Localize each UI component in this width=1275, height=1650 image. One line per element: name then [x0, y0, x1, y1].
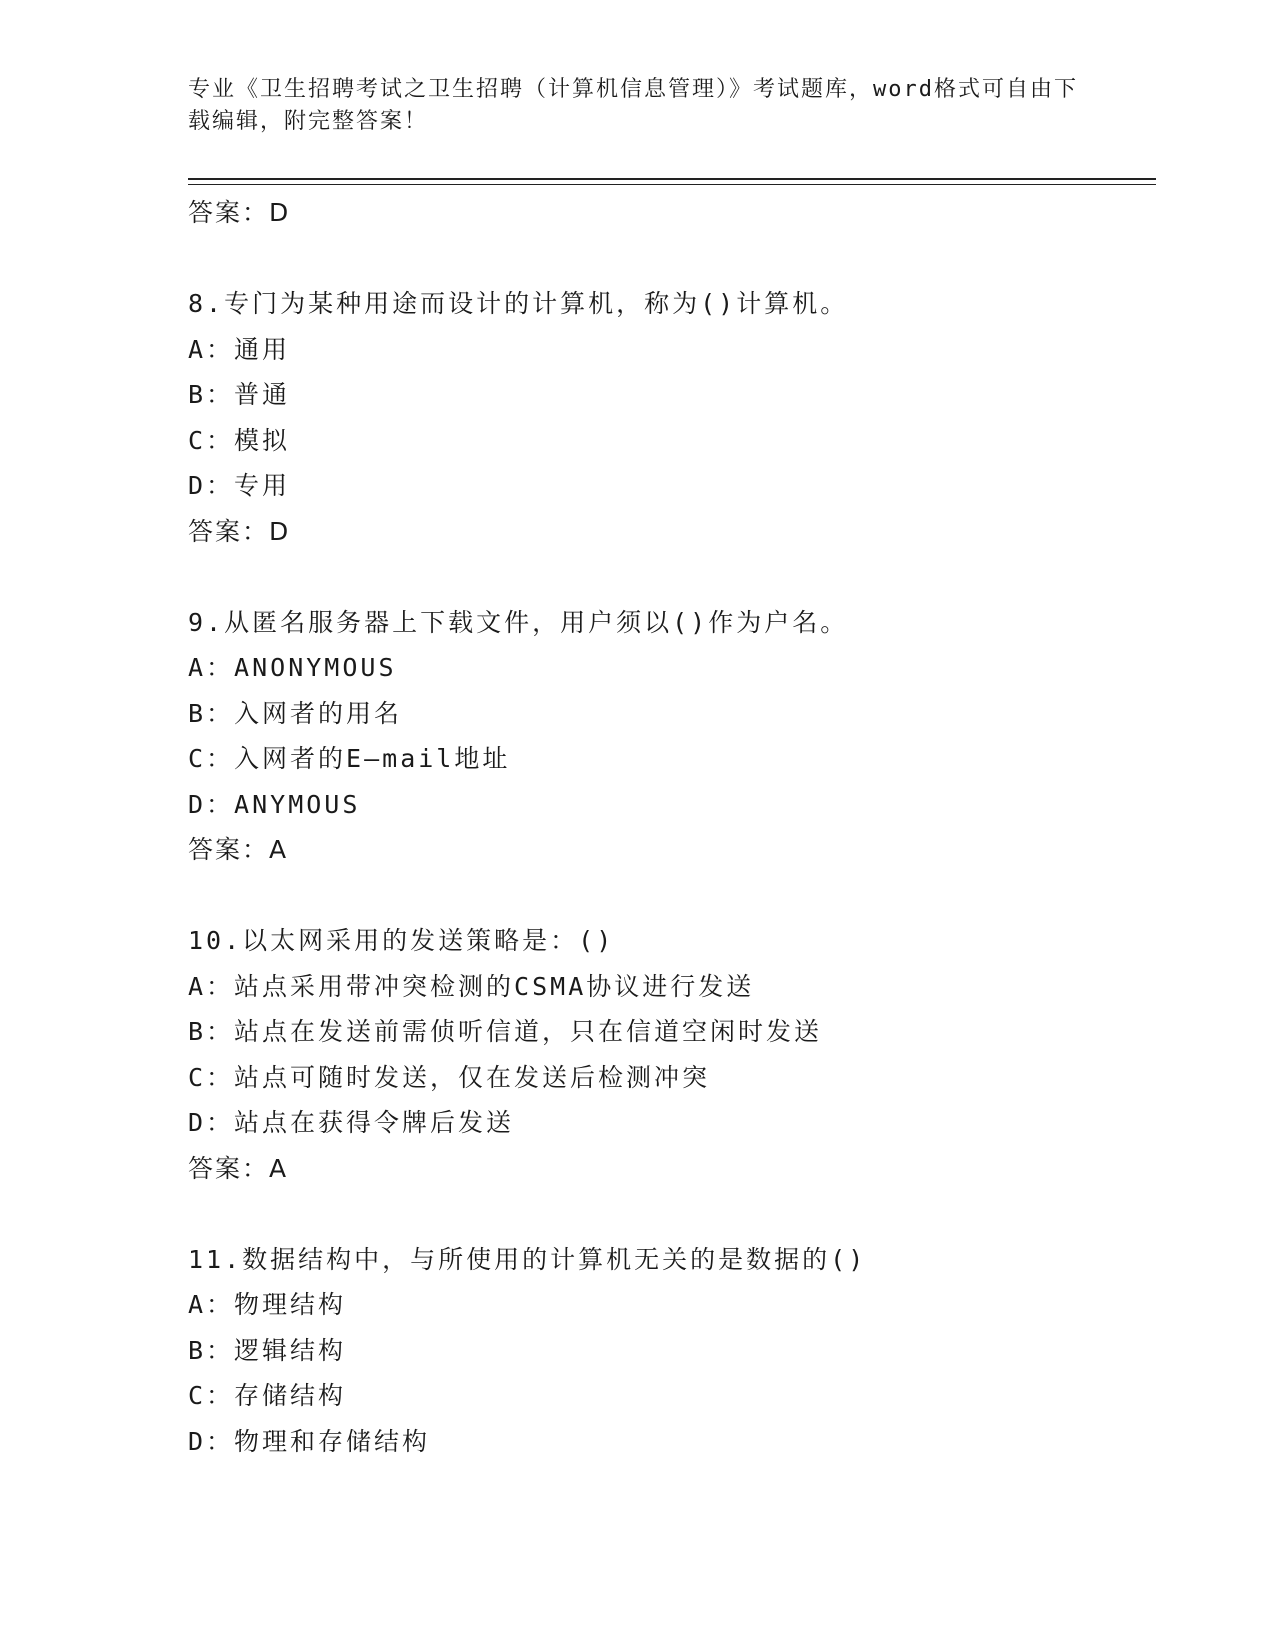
question-text: 11.数据结构中，与所使用的计算机无关的是数据的() — [188, 1244, 867, 1274]
option-a: A：站点采用带冲突检测的CSMA协议进行发送 — [188, 971, 755, 1001]
spacer — [188, 554, 1148, 600]
option-a: A：ANONYMOUS — [188, 653, 397, 682]
question-text: 8.专门为某种用途而设计的计算机，称为()计算机。 — [188, 289, 849, 318]
option-c: C：模拟 — [188, 425, 291, 455]
header-divider-thin — [188, 184, 1156, 185]
option-d: D：物理和存储结构 — [188, 1426, 431, 1456]
question-11 — [188, 1237, 1148, 1465]
header-divider-thick — [188, 178, 1156, 180]
option-d: D：ANYMOUS — [188, 789, 361, 819]
answer-line: 答案：A — [188, 835, 289, 864]
option-c: C：入网者的E—mail地址 — [188, 744, 511, 773]
answer-line: 答案：D — [188, 198, 291, 227]
spacer — [188, 236, 1148, 282]
question-10 — [188, 918, 1148, 1191]
answer-line: 答案：A — [188, 1153, 289, 1183]
question-text: 10.以太网采用的发送策略是：() — [188, 926, 615, 955]
option-c: C：存储结构 — [188, 1381, 347, 1410]
question-9 — [188, 600, 1148, 873]
option-b: B：普通 — [188, 380, 291, 409]
option-b: B：入网者的用名 — [188, 698, 403, 728]
option-b: B：站点在发送前需侦听信道，只在信道空闲时发送 — [188, 1017, 823, 1046]
option-a: A：通用 — [188, 334, 291, 364]
document-header: 专业《卫生招聘考试之卫生招聘（计算机信息管理）》考试题库，word格式可自由下载编辑，附完整答案！ — [188, 77, 1078, 134]
option-d: D：站点在获得令牌后发送 — [188, 1108, 515, 1137]
answer-line: 答案：D — [188, 516, 291, 546]
spacer — [188, 1191, 1148, 1237]
option-d: D：专用 — [188, 471, 291, 500]
option-c: C：站点可随时发送，仅在发送后检测冲突 — [188, 1062, 711, 1092]
document-body — [188, 190, 1148, 1464]
option-a: A：物理结构 — [188, 1290, 347, 1319]
question-8 — [188, 281, 1148, 554]
spacer — [188, 873, 1148, 919]
option-b: B：逻辑结构 — [188, 1335, 347, 1365]
question-text: 9.从匿名服务器上下载文件，用户须以()作为户名。 — [188, 607, 849, 637]
